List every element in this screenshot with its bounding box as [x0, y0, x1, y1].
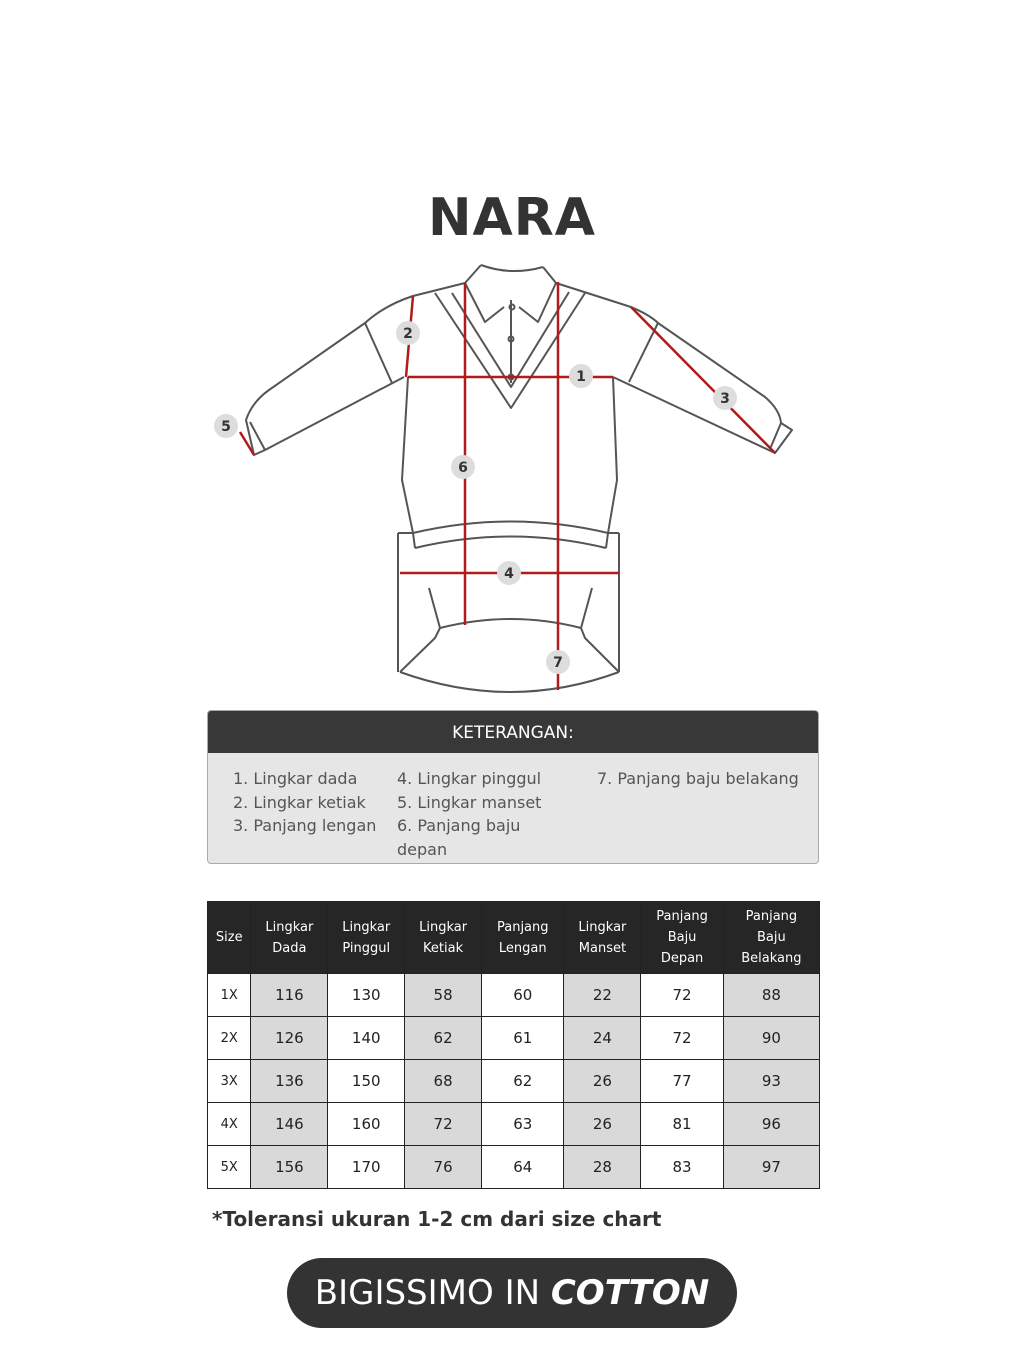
- marker-5: [214, 414, 238, 438]
- column-header: [251, 902, 328, 974]
- svg-text:3: 3: [720, 391, 730, 407]
- column-header-line: Ketiak: [423, 940, 464, 956]
- size-cell: 5X: [208, 1146, 251, 1189]
- svg-text:5: 5: [221, 419, 231, 435]
- measurement-cell: 116: [251, 974, 328, 1017]
- measurement-cell: 72: [641, 1017, 723, 1060]
- measurement-cell: 93: [723, 1060, 819, 1103]
- size-cell: 1X: [208, 974, 251, 1017]
- marker-2: [396, 321, 420, 345]
- marker-7: [546, 650, 570, 674]
- measurement-cell: 140: [328, 1017, 405, 1060]
- measurement-cell: 90: [723, 1017, 819, 1060]
- column-header: [564, 902, 641, 974]
- measurement-cell: 136: [251, 1060, 328, 1103]
- column-header: [641, 902, 723, 974]
- column-header-line: Lingkar: [342, 919, 391, 935]
- measurement-cell: 156: [251, 1146, 328, 1189]
- measurement-cell: 81: [641, 1103, 723, 1146]
- column-header-line: Dada: [272, 940, 307, 956]
- measurement-cell: 130: [328, 974, 405, 1017]
- column-header: [328, 902, 405, 974]
- column-header-line: Lengan: [498, 940, 547, 956]
- measurement-cell: 150: [328, 1060, 405, 1103]
- column-header-line: Panjang: [656, 909, 708, 924]
- marker-6: [451, 455, 475, 479]
- column-header-line: Lingkar: [419, 919, 468, 935]
- size-cell: 3X: [208, 1060, 251, 1103]
- table-row: [208, 1146, 820, 1189]
- svg-text:7: 7: [553, 655, 563, 671]
- column-header: [208, 902, 251, 974]
- product-title: NARA: [427, 188, 597, 248]
- measurement-cell: 72: [405, 1103, 482, 1146]
- svg-text:4: 4: [504, 566, 514, 582]
- legend-box: [207, 710, 819, 864]
- measurement-cell: 146: [251, 1103, 328, 1146]
- legend-item: 5. Lingkar manset: [397, 792, 542, 812]
- brand-emphasis: COTTON: [550, 1273, 710, 1313]
- measurement-cell: 22: [564, 974, 641, 1017]
- legend-item: 1. Lingkar dada: [233, 769, 358, 788]
- measurement-cell: 126: [251, 1017, 328, 1060]
- table-row: [208, 1017, 820, 1060]
- marker-1: [569, 364, 593, 388]
- column-header-line: Pinggul: [342, 940, 391, 956]
- legend-heading: KETERANGAN:: [208, 711, 818, 753]
- measurement-cell: 96: [723, 1103, 819, 1146]
- column-header-line: Manset: [578, 940, 627, 956]
- legend-item: 3. Panjang lengan: [233, 816, 377, 835]
- column-header-line: Baju: [667, 930, 697, 945]
- svg-text:1: 1: [576, 369, 586, 385]
- shirt-outline: [246, 265, 792, 692]
- measurement-cell: 58: [405, 974, 482, 1017]
- measurement-cell: 24: [564, 1017, 641, 1060]
- column-header: [482, 902, 564, 974]
- size-table: [207, 901, 820, 1189]
- column-header-line: Panjang: [496, 919, 549, 935]
- table-row: [208, 1060, 820, 1103]
- measurement-cell: 77: [641, 1060, 723, 1103]
- measurement-cell: 62: [405, 1017, 482, 1060]
- measurement-cell: 63: [482, 1103, 564, 1146]
- size-cell: 4X: [208, 1103, 251, 1146]
- marker-3: [713, 386, 737, 410]
- measurement-cell: 60: [482, 974, 564, 1017]
- column-header-line: Belakang: [741, 951, 802, 966]
- legend-item: 4. Lingkar pinggul: [397, 769, 542, 788]
- measure-line-3: [631, 307, 775, 453]
- measurement-cell: 76: [405, 1146, 482, 1189]
- tolerance-note: *Toleransi ukuran 1-2 cm dari size chart: [212, 1207, 662, 1231]
- column-header-line: Size: [215, 930, 243, 945]
- legend-item: 6. Panjang baju depan: [397, 816, 521, 859]
- measurement-cell: 170: [328, 1146, 405, 1189]
- column-header: [723, 902, 819, 974]
- measurement-cell: 97: [723, 1146, 819, 1189]
- measurement-lines: [240, 282, 775, 690]
- size-cell: 2X: [208, 1017, 251, 1060]
- legend-item: 2. Lingkar ketiak: [233, 792, 366, 812]
- measurement-cell: 88: [723, 974, 819, 1017]
- column-header-line: Baju: [757, 930, 786, 945]
- column-header-line: Lingkar: [265, 919, 314, 935]
- measurement-cell: 26: [564, 1103, 641, 1146]
- measurement-cell: 28: [564, 1146, 641, 1189]
- table-row: [208, 974, 820, 1017]
- brand-banner: [287, 1258, 737, 1328]
- svg-text:6: 6: [458, 460, 468, 476]
- legend-item: 7. Panjang baju belakang: [597, 769, 799, 788]
- measurement-cell: 26: [564, 1060, 641, 1103]
- measurement-cell: 83: [641, 1146, 723, 1189]
- measurement-cell: 160: [328, 1103, 405, 1146]
- column-header-line: Depan: [660, 951, 704, 966]
- brand-prefix: BIGISSIMO IN: [314, 1273, 551, 1313]
- table-row: [208, 1103, 820, 1146]
- measurement-cell: 64: [482, 1146, 564, 1189]
- measurement-cell: 62: [482, 1060, 564, 1103]
- column-header: [405, 902, 482, 974]
- measurement-cell: 72: [641, 974, 723, 1017]
- column-header-line: Panjang: [745, 909, 798, 924]
- svg-text:2: 2: [403, 326, 413, 342]
- measurement-cell: 61: [482, 1017, 564, 1060]
- measurement-cell: 68: [405, 1060, 482, 1103]
- marker-4: [497, 561, 521, 585]
- column-header-line: Lingkar: [578, 919, 627, 935]
